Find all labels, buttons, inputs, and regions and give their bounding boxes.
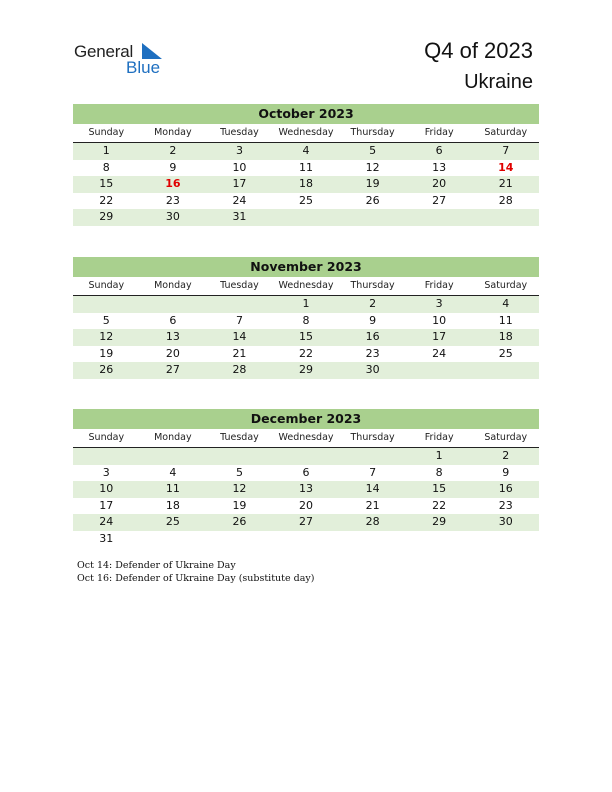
week-row xyxy=(73,160,539,177)
month-title: November 2023 xyxy=(73,257,539,277)
day-cell xyxy=(339,448,406,465)
weekday-label: Saturday xyxy=(484,127,528,138)
day-cell: 4 xyxy=(502,297,510,310)
weekday-label: Friday xyxy=(424,127,454,138)
day-cell: 13 xyxy=(299,482,314,495)
day-cell: 5 xyxy=(369,144,377,157)
day-cell: 12 xyxy=(232,482,247,495)
day-cell: 19 xyxy=(365,177,380,190)
weekday-label: Friday xyxy=(424,280,454,291)
weekday-label: Tuesday xyxy=(220,280,259,291)
day-cell: 17 xyxy=(232,177,247,190)
day-cell xyxy=(273,448,340,465)
day-cell: 9 xyxy=(502,465,510,479)
day-cell: 27 xyxy=(299,515,314,528)
day-cell xyxy=(206,531,273,548)
day-cell: 25 xyxy=(299,193,314,207)
day-cell xyxy=(273,209,340,226)
day-cell: 23 xyxy=(498,498,513,512)
month-calendar-october xyxy=(73,104,539,226)
day-cell: 31 xyxy=(99,531,114,545)
day-cell: 12 xyxy=(365,160,380,174)
day-cell: 23 xyxy=(165,193,180,207)
day-cell: 29 xyxy=(299,363,314,376)
day-cell: 21 xyxy=(365,498,380,512)
weekday-label: Tuesday xyxy=(220,127,259,138)
day-cell: 6 xyxy=(435,144,443,157)
day-cell: 7 xyxy=(369,465,377,479)
day-cell: 11 xyxy=(299,160,314,174)
day-cell xyxy=(140,448,207,465)
weekday-label: Wednesday xyxy=(278,280,334,291)
day-cell: 3 xyxy=(102,465,110,479)
weekday-label: Monday xyxy=(154,280,192,291)
week-row xyxy=(73,193,539,210)
day-cell: 3 xyxy=(235,144,243,157)
day-cell: 30 xyxy=(365,363,380,376)
holiday-day-cell: 14 xyxy=(498,160,514,174)
day-cell xyxy=(273,531,340,548)
day-cell: 4 xyxy=(169,465,177,479)
day-cell: 3 xyxy=(435,297,443,310)
week-row xyxy=(73,362,539,379)
week-row xyxy=(73,531,539,548)
day-cell: 13 xyxy=(432,160,447,174)
day-cell: 1 xyxy=(102,144,110,157)
holiday-day-cell: 16 xyxy=(165,177,181,190)
holiday-note: Oct 14: Defender of Ukraine Day xyxy=(77,560,236,571)
weekday-label: Monday xyxy=(154,432,192,443)
day-cell: 10 xyxy=(432,313,447,327)
weekday-label: Thursday xyxy=(350,127,395,138)
day-cell: 2 xyxy=(502,449,510,462)
day-cell: 22 xyxy=(99,193,114,207)
day-cell: 4 xyxy=(302,144,310,157)
day-cell: 29 xyxy=(432,515,447,528)
logo-word-general: General xyxy=(74,42,134,61)
holiday-note: Oct 16: Defender of Ukraine Day (substitute day) xyxy=(77,573,315,584)
day-cell: 18 xyxy=(498,330,513,343)
day-cell: 14 xyxy=(365,482,380,495)
day-cell xyxy=(140,531,207,548)
day-cell xyxy=(140,296,207,313)
weekday-label: Sunday xyxy=(88,432,125,443)
day-cell: 19 xyxy=(99,346,114,360)
month-title: December 2023 xyxy=(73,409,539,429)
week-row xyxy=(73,176,539,193)
day-cell: 17 xyxy=(432,330,447,343)
country-name: Ukraine xyxy=(464,71,533,93)
day-cell: 24 xyxy=(432,346,447,360)
day-cell: 10 xyxy=(232,160,247,174)
day-cell: 24 xyxy=(99,515,114,528)
logo-triangle-icon xyxy=(142,43,162,59)
day-cell: 2 xyxy=(169,144,177,157)
weekday-label: Wednesday xyxy=(278,432,334,443)
day-cell xyxy=(472,531,539,548)
day-cell: 20 xyxy=(165,346,180,360)
day-cell: 30 xyxy=(498,515,513,528)
day-cell: 13 xyxy=(165,330,180,343)
day-cell: 25 xyxy=(498,346,513,360)
day-cell: 26 xyxy=(232,515,247,528)
day-cell: 31 xyxy=(232,210,247,223)
weekday-label: Friday xyxy=(424,432,454,443)
day-cell: 15 xyxy=(432,482,447,495)
day-cell: 24 xyxy=(232,193,247,207)
day-cell: 20 xyxy=(432,177,447,190)
day-cell: 30 xyxy=(165,210,180,223)
day-cell: 18 xyxy=(299,177,314,190)
day-cell xyxy=(339,209,406,226)
day-cell: 1 xyxy=(302,297,310,310)
weekday-label: Thursday xyxy=(350,280,395,291)
day-cell: 9 xyxy=(369,313,377,327)
weekday-label: Thursday xyxy=(350,432,395,443)
day-cell: 18 xyxy=(165,498,180,512)
day-cell: 5 xyxy=(102,313,110,327)
weekday-label: Sunday xyxy=(88,127,125,138)
day-cell: 22 xyxy=(299,346,314,360)
holiday-notes xyxy=(77,559,314,585)
generalblue-logo xyxy=(74,42,174,78)
weekday-label: Tuesday xyxy=(220,432,259,443)
day-cell xyxy=(472,362,539,379)
day-cell xyxy=(206,448,273,465)
day-cell: 2 xyxy=(369,297,377,310)
day-cell: 16 xyxy=(365,330,380,343)
day-cell: 5 xyxy=(235,465,243,479)
day-cell: 26 xyxy=(365,193,380,207)
day-cell: 11 xyxy=(165,482,180,495)
day-cell: 10 xyxy=(99,482,114,495)
day-cell xyxy=(73,296,140,313)
day-cell: 16 xyxy=(498,482,513,495)
week-row xyxy=(73,448,539,465)
week-row xyxy=(73,346,539,363)
day-cell: 1 xyxy=(435,449,443,462)
day-cell: 9 xyxy=(169,160,177,174)
week-row xyxy=(73,498,539,515)
week-row xyxy=(73,465,539,482)
day-cell: 7 xyxy=(235,313,243,327)
day-cell xyxy=(406,362,473,379)
day-cell: 17 xyxy=(99,498,114,512)
week-row xyxy=(73,329,539,346)
week-row xyxy=(73,296,539,313)
day-cell: 11 xyxy=(498,313,513,327)
month-calendar-december xyxy=(73,409,539,547)
day-cell xyxy=(339,531,406,548)
month-calendar-november xyxy=(73,257,539,379)
week-row xyxy=(73,313,539,330)
day-cell: 22 xyxy=(432,498,447,512)
weekday-label: Saturday xyxy=(484,280,528,291)
weekday-label: Saturday xyxy=(484,432,528,443)
logo-word-blue: Blue xyxy=(126,58,161,77)
weekday-label: Wednesday xyxy=(278,127,334,138)
day-cell: 6 xyxy=(169,313,177,327)
weekday-header-row xyxy=(73,277,539,296)
week-row xyxy=(73,514,539,531)
day-cell xyxy=(472,209,539,226)
day-cell xyxy=(406,531,473,548)
weekday-header-row xyxy=(73,124,539,143)
day-cell: 26 xyxy=(99,363,114,376)
day-cell: 8 xyxy=(302,313,310,327)
day-cell: 29 xyxy=(99,210,114,223)
day-cell: 14 xyxy=(232,330,247,343)
day-cell xyxy=(206,296,273,313)
day-cell: 15 xyxy=(99,177,114,190)
day-cell: 28 xyxy=(365,515,380,528)
week-row xyxy=(73,209,539,226)
day-cell: 21 xyxy=(232,346,247,360)
page-title: Q4 of 2023 xyxy=(424,38,533,63)
weekday-label: Sunday xyxy=(88,280,125,291)
day-cell: 8 xyxy=(102,160,110,174)
day-cell: 8 xyxy=(435,465,443,479)
day-cell: 7 xyxy=(502,144,510,157)
day-cell: 27 xyxy=(165,363,180,376)
week-row xyxy=(73,143,539,160)
day-cell: 6 xyxy=(302,465,310,479)
day-cell: 12 xyxy=(99,330,114,343)
weekday-header-row xyxy=(73,429,539,448)
day-cell: 28 xyxy=(232,363,247,376)
day-cell: 20 xyxy=(299,498,314,512)
day-cell: 28 xyxy=(498,193,513,207)
day-cell: 25 xyxy=(165,515,180,528)
day-cell: 19 xyxy=(232,498,247,512)
day-cell xyxy=(73,448,140,465)
day-cell: 27 xyxy=(432,193,447,207)
month-title: October 2023 xyxy=(73,104,539,124)
day-cell xyxy=(406,209,473,226)
day-cell: 23 xyxy=(365,346,380,360)
weekday-label: Monday xyxy=(154,127,192,138)
week-row xyxy=(73,481,539,498)
day-cell: 15 xyxy=(299,330,314,343)
day-cell: 21 xyxy=(498,177,513,190)
